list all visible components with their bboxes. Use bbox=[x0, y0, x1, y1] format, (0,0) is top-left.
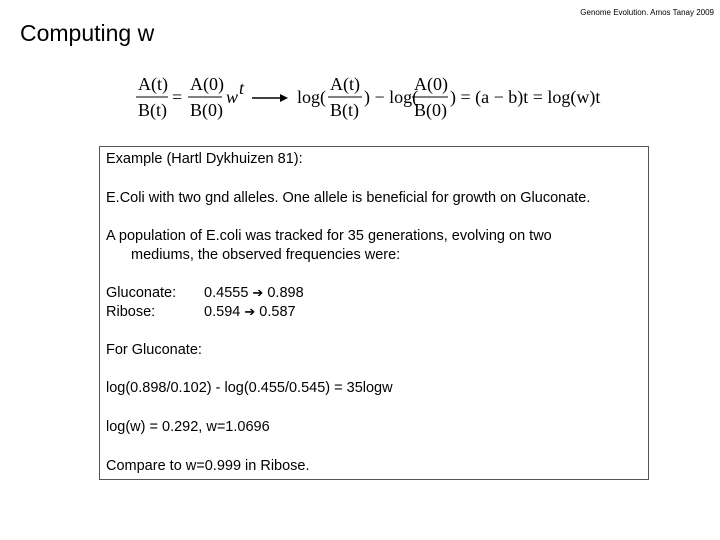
frequency-to: 0.898 bbox=[267, 285, 304, 301]
page-title: Computing w bbox=[20, 20, 155, 46]
result-line: log(w) = 0.292, w=1.0696 bbox=[106, 419, 270, 435]
formula-log-a-t-num: A(t) bbox=[330, 74, 360, 94]
formula-minus-log: ) − log( bbox=[364, 87, 419, 107]
formula-log-a0-den: B(0) bbox=[414, 100, 447, 120]
formula-area bbox=[130, 70, 610, 126]
arrow-head-icon bbox=[280, 94, 288, 102]
header-note: Genome Evolution. Amos Tanay 2009 bbox=[580, 8, 714, 17]
example-line1: E.Coli with two gnd alleles. One allele is beneficial for growth on Gluconate. bbox=[106, 190, 591, 206]
formula-w: w bbox=[226, 87, 239, 107]
formula-rhs: ) = (a − b)t = log(w)t bbox=[450, 87, 601, 107]
formula-log-a-t-den: B(t) bbox=[330, 100, 359, 120]
formula-rhs-den: B(0) bbox=[190, 100, 223, 120]
right-arrow-icon: ➔ bbox=[244, 304, 256, 319]
formula-log1: log( bbox=[297, 87, 326, 107]
right-arrow-icon: ➔ bbox=[252, 285, 264, 300]
frequency-to: 0.587 bbox=[259, 304, 296, 320]
frequency-label: Ribose: bbox=[106, 304, 156, 320]
formula-log-a0-num: A(0) bbox=[414, 74, 448, 94]
calc-line: log(0.898/0.102) - log(0.455/0.545) = 35logw bbox=[106, 380, 393, 396]
formula-lhs-num: A(t) bbox=[138, 74, 168, 94]
frequency-from: 0.594 bbox=[204, 304, 241, 320]
frequency-from: 0.4555 bbox=[204, 285, 249, 301]
frequency-row-gluconate bbox=[106, 285, 304, 301]
formula-rhs-num: A(0) bbox=[190, 74, 224, 94]
compare-line: Compare to w=0.999 in Ribose. bbox=[106, 458, 310, 474]
for-gluconate: For Gluconate: bbox=[106, 342, 202, 358]
example-line2b: mediums, the observed frequencies were: bbox=[131, 247, 401, 263]
example-heading: Example (Hartl Dykhuizen 81): bbox=[106, 151, 303, 167]
example-box bbox=[99, 146, 649, 480]
frequency-label: Gluconate: bbox=[106, 285, 177, 301]
frequency-row-ribose bbox=[106, 304, 296, 320]
formula-equals: = bbox=[172, 87, 183, 107]
formula-t-sup: t bbox=[239, 78, 245, 98]
formula-lhs-den: B(t) bbox=[138, 100, 167, 120]
example-line2a: A population of E.coli was tracked for 35 generations, evolving on two bbox=[106, 228, 552, 244]
